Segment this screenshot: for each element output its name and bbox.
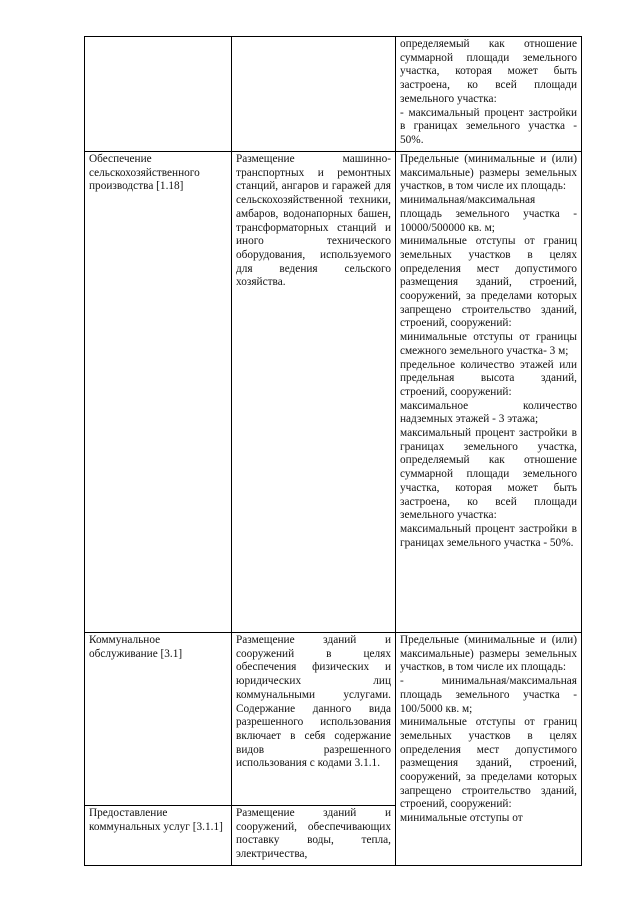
params-paragraph: максимальный процент застройки в границах земельного участка, определяемый как отношение суммарной площади земельного участка, которая может быть застроена, ко всей площади земельного участка: [400,427,577,522]
land-use-name-cell: Предоставление коммунальных услуг [3.1.1] [85,806,232,866]
land-use-table [84,36,582,866]
params-paragraph: максимальный процент застройки в границах земельного участка - 50%. [400,522,577,549]
params-paragraph: максимальное количество надземных этажей - 3 этажа; [400,399,577,426]
params-paragraph: - максимальный процент застройки в границах земельного участка - 50%. [400,106,577,146]
land-use-description-cell: Размещение зданий и сооружений, обеспечивающих поставку воды, тепла, электричества, [232,806,396,866]
params-paragraph: Предельные (минимальные и (или) максимальные) размеры земельных участков, в том числе их площадь: [400,153,577,193]
land-use-name-cell: Коммунальное обслуживание [3.1] [85,633,232,806]
land-use-params-cell [396,152,582,633]
params-paragraph: минимальные отступы от границ земельных участков в целях определения мест допустимого размещения зданий, строений, сооружений, за пределами которых запрещено строительство зданий, строений, сооружений: [400,235,577,330]
table-row [85,633,582,806]
params-paragraph: предельное количество этажей или предельная высота зданий, строений, сооружений: [400,358,577,398]
land-use-description-cell: Размещение зданий и сооружений в целях обеспечения физических и юридических лиц коммунальными услугами. Содержание данного вида разрешенного использования включает в себя содержание видов разрешенного использования с кодами 3.1.1. [232,633,396,806]
table-row [85,37,582,152]
params-paragraph: минимальная/максимальная площадь земельного участка - 10000/500000 кв. м; [400,194,577,234]
land-use-name-cell [85,37,232,152]
params-paragraph: Предельные (минимальные и (или) максимальные) размеры земельных участков, в том числе их площадь: [400,634,577,674]
land-use-description-cell [232,37,396,152]
land-use-name-cell: Обеспечение сельскохозяйственного производства [1.18] [85,152,232,633]
params-paragraph: - минимальная/максимальная площадь земельного участка - 100/5000 кв. м; [400,675,577,715]
params-paragraph: минимальные отступы от границ земельных участков в целях определения мест допустимого размещения зданий, строений, сооружений, за пределами которых запрещено строительство зданий, строений, сооружений: [400,716,577,811]
params-paragraph: минимальные отступы от [400,812,523,825]
params-paragraph: определяемый как отношение суммарной площади земельного участка, которая может быть застроена, ко всей площади земельного участка: [400,38,577,105]
params-paragraph: минимальные отступы от границы смежного земельного участка- 3 м; [400,331,577,357]
table-row [85,152,582,633]
land-use-description-cell: Размещение машинно-транспортных и ремонтных станций, ангаров и гаражей для сельскохозяйственной техники, амбаров, водонапорных башен, трансформаторных станций и иного технического оборудования, используемого для ведения сельского хозяйства. [232,152,396,633]
land-use-params-cell [396,37,582,152]
land-use-params-cell [396,633,582,866]
